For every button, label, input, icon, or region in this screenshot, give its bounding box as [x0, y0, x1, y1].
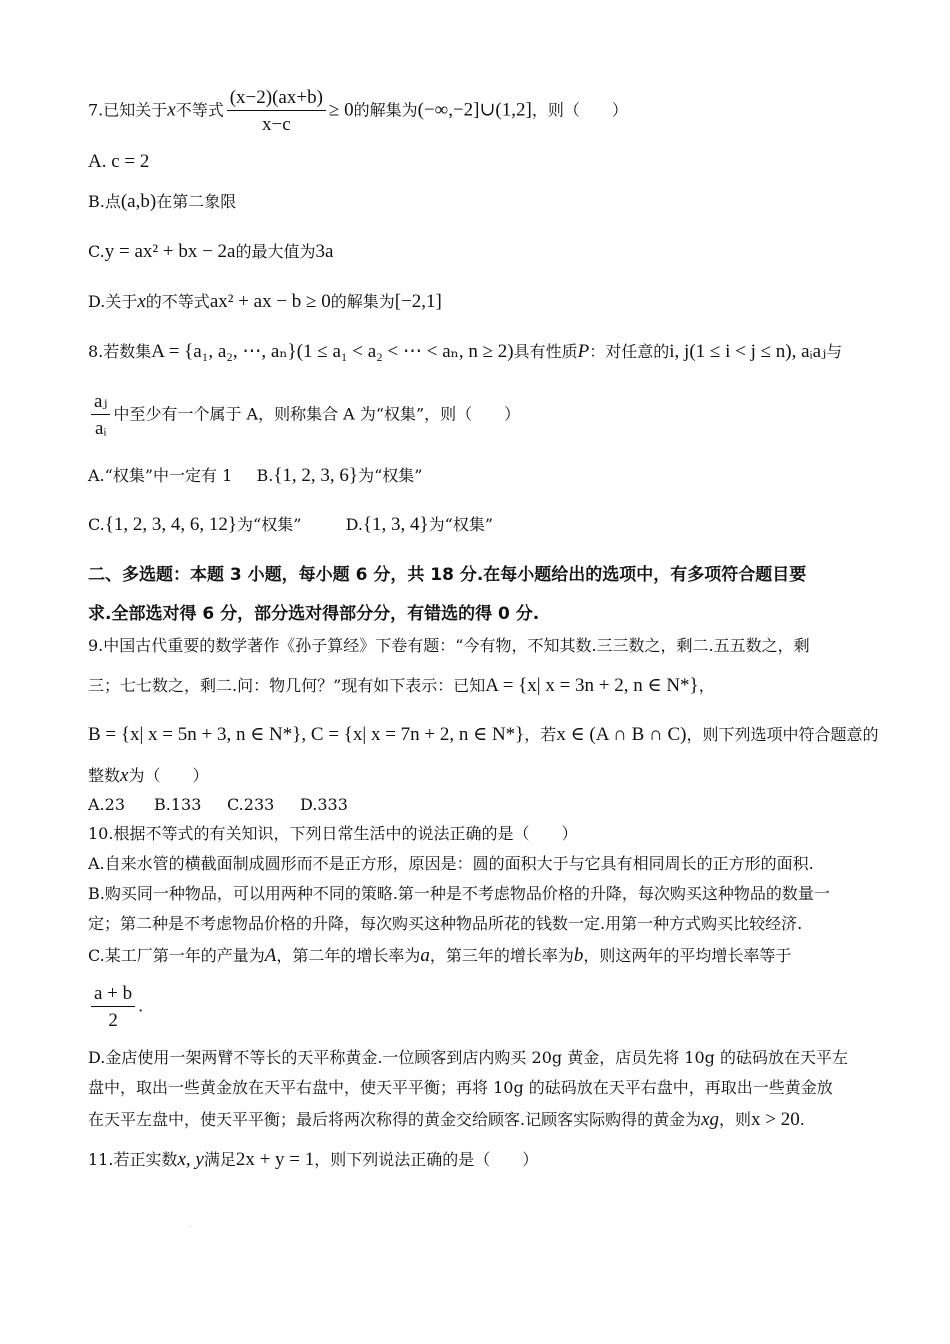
q7-solset: (−∞,−2]∪(1,2] [417, 99, 532, 121]
q11-pre: 11.若正实数 [88, 1150, 178, 1169]
q9-options [88, 797, 348, 813]
q9-var: x [120, 765, 129, 786]
q10-option-d-line1: D.金店使用一架两臂不等长的天平称黄金.一位顾客到店内购买 20g 黄金，店员先将 10g 的砝码放在天平左 [88, 1048, 848, 1067]
q11-mid: 满足 [203, 1150, 236, 1169]
q7-opt-c-val: 3a [315, 241, 334, 262]
q7-mid: 不等式 [175, 100, 224, 120]
q9-line3-mid: ，若 [524, 725, 557, 744]
q8-options-cd [88, 515, 493, 534]
q10-option-d-line2: 盘中，取出一些黄金放在天平右盘中，使天平平衡；再将 10g 的砝码放在天平右盘中，再取出一些黄金放 [88, 1078, 833, 1097]
q9-line3 [88, 725, 879, 744]
q7-opt-c-pre: C. [88, 242, 105, 261]
q8-option-a: A.“权集”中一定有 1 [88, 466, 233, 485]
q10-c-mid1: ，第二年的增长率为 [276, 946, 421, 965]
q11-end: ，则下列说法正确的是（ ） [314, 1150, 539, 1169]
q8-rest: ：对任意的 [589, 342, 670, 361]
q10-d-ineq: x > 20 [751, 1109, 800, 1130]
q10-d-pre: 在天平左盘中，使天平平衡；最后将两次称得的黄金交给顾客.记顾客实际购得的黄金为 [88, 1110, 702, 1129]
q8-opt-b-post: 为“权集” [358, 466, 423, 485]
q8-opt-b-set: {1, 2, 3, 6} [273, 465, 359, 486]
q8-set: A = {a₁, a₂, ⋯, aₙ} [151, 341, 297, 362]
q10-option-c-fraction [88, 984, 143, 1030]
q8-opt-d-set: {1, 3, 4} [362, 514, 429, 535]
q10-option-b-line2: 定；第二种是不考虑物品价格的升降，每次购买这种物品所花的钱数一定.用第一种方式购买比较经济. [88, 914, 803, 933]
q7-opt-d-set: [−2,1] [394, 291, 442, 312]
q9-option-c: C.233 [227, 795, 275, 814]
q9-membership: x ∈ (A ∩ B ∩ C) [556, 724, 687, 745]
q8-yu: 与 [826, 342, 843, 361]
q7-option-a: A. c = 2 [88, 151, 150, 172]
q7-opt-d-math: ax² + ax − b ≥ 0 [209, 291, 331, 312]
q7-opt-d-var: x [137, 291, 146, 312]
q7-option-c [88, 242, 333, 261]
q10-d-mid: ，则 [719, 1110, 752, 1129]
q10-c-b: b [573, 945, 584, 966]
q8-stem-line2 [88, 392, 520, 438]
q8-prefix: 8.若数集 [88, 342, 152, 361]
q8-opt-c-post: 为“权集” [237, 515, 302, 534]
q8-frac-den: aᵢ [94, 418, 107, 439]
q10-frac-den: 2 [108, 1010, 118, 1031]
q7-opt-c-mid: 的最大值为 [235, 242, 316, 261]
q8-P: P [577, 341, 590, 362]
q11-stem [88, 1150, 538, 1169]
q8-line2: 中至少有一个属于 A，则称集合 A 为“权集”，则（ ） [113, 404, 521, 424]
stray-dot [190, 1226, 191, 1227]
q7-ineq: ≥ 0 [328, 99, 354, 121]
q7-prefix: 7.已知关于 [88, 100, 168, 120]
q9-line2-end: ， [698, 676, 715, 695]
q7-opt-d-pre: D.关于 [88, 292, 138, 311]
section-heading-line1: 二、多选题：本题 3 小题，每小题 6 分，共 18 分.在每小题给出的选项中，有多项符合题目要 [88, 565, 807, 585]
q7-opt-d-mid: 的不等式 [145, 292, 210, 311]
q9-set-BC: B = {x| x = 5n + 3, n ∈ N*}, C = {x| x = 7n + 2, n ∈ N*} [88, 724, 525, 745]
q7-opt-b-pre: B.点 [88, 192, 121, 211]
q7-var: x [167, 99, 176, 121]
q7-frac-num: (x−2)(ax+b) [227, 88, 326, 111]
q7-fraction [227, 88, 326, 134]
q9-line2 [88, 676, 715, 695]
q7-option-b [88, 192, 236, 211]
q9-line4-pre: 整数 [88, 766, 121, 785]
q7-stem [88, 88, 628, 134]
q10-c-pre: C.某工厂第一年的产量为 [88, 946, 265, 965]
q7-frac-den: x−c [262, 114, 291, 135]
q10-c-A: A [264, 945, 277, 966]
q9-line3-end: ，则下列选项中符合题意的 [686, 725, 879, 744]
q10-frac-end: . [138, 996, 144, 1016]
q9-line1: 9.中国古代重要的数学著作《孙子算经》下卷有题：“今有物，不知其数.三三数之，剩二.五五数之，剩 [88, 636, 810, 655]
q7-opt-c-math: y = ax² + bx − 2a [104, 241, 236, 262]
q10-d-xg: xg [701, 1109, 720, 1130]
q8-options-ab [88, 466, 422, 485]
q8-cond: (1 ≤ a₁ < a₂ < ⋯ < aₙ, n ≥ 2) [296, 341, 514, 362]
q9-line2-text: 三；七七数之，剩二.问：物几何？”现有如下表示：已知 [88, 676, 486, 695]
q10-option-b-line1: B.购买同一种物品，可以用两种不同的策略.第一种是不考虑物品价格的升降，每次购买这种物品的数量一 [88, 884, 830, 903]
q10-c-mid2: ，第三年的增长率为 [429, 946, 574, 965]
q10-stem: 10.根据不等式的有关知识，下列日常生活中的说法正确的是（ ） [88, 824, 578, 843]
q11-eq: 2x + y = 1 [235, 1149, 315, 1170]
q9-option-a: A.23 [88, 795, 125, 814]
q7-opt-b-math: (a,b) [120, 191, 157, 212]
q8-opt-d-pre: D. [345, 515, 363, 534]
q10-c-end: ，则这两年的平均增长率等于 [583, 946, 792, 965]
q7-solset-label: 的解集为 [353, 100, 418, 120]
section-heading-line2: 求.全部选对得 6 分，部分选对得部分分，有错选的得 0 分. [88, 604, 540, 624]
q7-opt-d-sol: 的解集为 [330, 292, 395, 311]
q8-frac-num: aⱼ [91, 392, 110, 415]
q9-option-d: D.333 [300, 795, 348, 814]
q10-frac-num: a + b [91, 984, 135, 1007]
q10-d-end: . [799, 1110, 805, 1129]
q11-vars: x, y [177, 1149, 204, 1170]
q10-c-a: a [420, 945, 430, 966]
q8-prop: 具有性质 [513, 342, 578, 361]
q7-option-d [88, 292, 442, 311]
q8-ij: i, j(1 ≤ i < j ≤ n), aᵢaⱼ [669, 341, 827, 362]
q9-set-A: A = {x| x = 3n + 2, n ∈ N*} [485, 675, 699, 696]
q10-option-a: A.自来水管的横截面制成圆形而不是正方形，原因是：圆的面积大于与它具有相同周长的正方形的面积. [88, 854, 814, 873]
q9-option-b: B.133 [154, 795, 202, 814]
q7-opt-b-post: 在第二象限 [156, 192, 237, 211]
q8-opt-b-pre: B. [256, 466, 274, 485]
q9-line4 [88, 766, 208, 785]
q8-opt-d-post: 为“权集” [428, 515, 494, 534]
q8-fraction [91, 392, 110, 438]
q7-tail: ，则（ ） [531, 100, 628, 120]
q9-line4-post: 为（ ） [128, 766, 209, 785]
q8-stem [88, 342, 842, 361]
q10-option-d-line3 [88, 1110, 805, 1129]
q10-fraction [91, 984, 135, 1030]
q8-opt-c-set: {1, 2, 3, 4, 6, 12} [104, 514, 238, 535]
q10-option-c [88, 946, 791, 965]
q8-opt-c-pre: C. [88, 515, 105, 534]
